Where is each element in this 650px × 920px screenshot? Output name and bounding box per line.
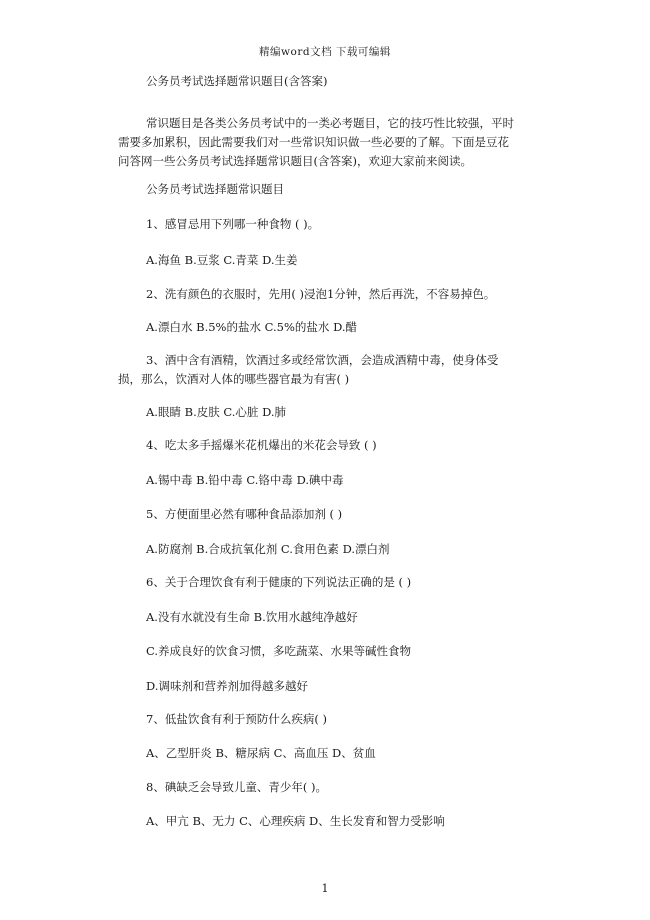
question-6: 6、关于合理饮食有利于健康的下列说法正确的是 ( ) bbox=[146, 575, 412, 589]
question-6-option-c: C.养成良好的饮食习惯，多吃蔬菜、水果等碱性食物 bbox=[146, 644, 412, 658]
question-5-options: A.防腐剂 B.合成抗氧化剂 C.食用色素 D.漂白剂 bbox=[146, 542, 390, 556]
question-8-options: A、甲亢 B、无力 C、心理疾病 D、生长发育和智力受影响 bbox=[146, 814, 445, 828]
section-title: 公务员考试选择题常识题目 bbox=[146, 182, 284, 196]
question-1-options: A.海鱼 B.豆浆 C.青菜 D.生姜 bbox=[146, 253, 298, 267]
question-8: 8、碘缺乏会导致儿童、青少年( )。 bbox=[146, 780, 327, 794]
question-6-options-ab: A.没有水就没有生命 B.饮用水越纯净越好 bbox=[146, 610, 358, 624]
intro-paragraph: 常识题目是各类公务员考试中的一类必考题目，它的技巧性比较强，平时需要多加累积，因此需要我们对一些常识知识做一些必要的了解。下面是豆花问答网一些公务员考试选择题常识题目(含答案)，欢迎大家前来阅读。 bbox=[118, 116, 514, 168]
question-3: 3、酒中含有酒精，饮酒过多或经常饮酒，会造成酒精中毒，使身体受损，那么，饮酒对人体的哪些器官最为有害( ) bbox=[118, 353, 499, 386]
question-5: 5、方便面里必然有哪种食品添加剂 ( ) bbox=[146, 507, 343, 521]
question-4-options: A.锡中毒 B.铅中毒 C.铬中毒 D.碘中毒 bbox=[146, 473, 344, 487]
question-2: 2、洗有颜色的衣服时，先用( )浸泡1分钟，然后再洗，不容易掉色。 bbox=[146, 287, 496, 301]
page-header: 精编word文档 下载可编辑 bbox=[259, 46, 391, 58]
question-2-options: A.漂白水 B.5%的盐水 C.5%的盐水 D.醋 bbox=[146, 320, 358, 334]
question-7-options: A、乙型肝炎 B、糖尿病 C、高血压 D、贫血 bbox=[146, 746, 376, 760]
document-title: 公务员考试选择题常识题目(含答案) bbox=[146, 74, 328, 88]
question-6-option-d: D.调味剂和营养剂加得越多越好 bbox=[146, 679, 308, 693]
question-7: 7、低盐饮食有利于预防什么疾病( ) bbox=[146, 712, 327, 726]
question-1: 1、感冒忌用下列哪一种食物 ( )。 bbox=[146, 217, 320, 231]
question-4: 4、吃太多手摇爆米花机爆出的米花会导致 ( ) bbox=[146, 438, 377, 452]
page-number: 1 bbox=[321, 882, 329, 895]
question-3-options: A.眼睛 B.皮肤 C.心脏 D.肺 bbox=[146, 405, 287, 419]
